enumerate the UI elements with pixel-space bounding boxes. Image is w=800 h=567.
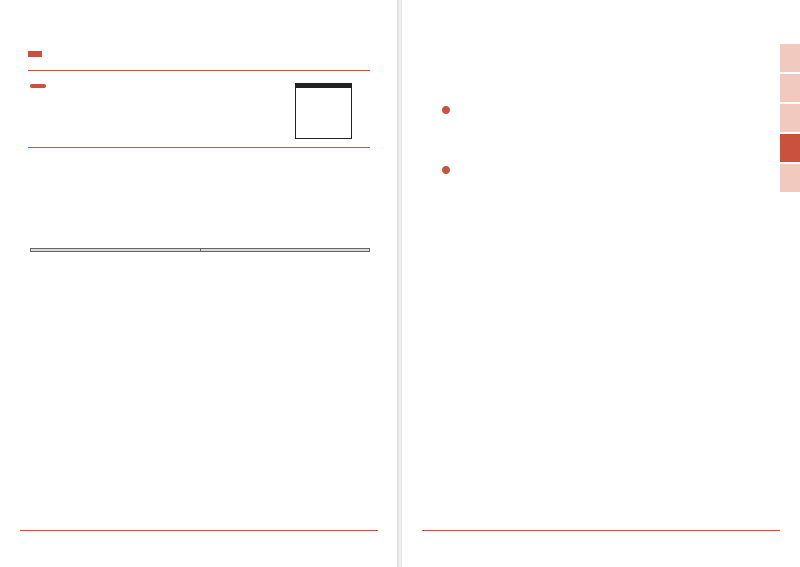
footer-rule (20, 530, 378, 531)
question-rule (28, 147, 370, 148)
question-label (30, 84, 46, 88)
reference-badge (28, 51, 42, 57)
bullet-icon (442, 106, 450, 114)
left-page (0, 0, 398, 567)
side-tab-4[interactable] (780, 164, 800, 192)
header-rule (28, 70, 370, 71)
bullet-icon (442, 166, 450, 174)
table-header-year (31, 249, 201, 252)
exam-history-table (30, 248, 370, 252)
footer-rule (422, 530, 780, 531)
table-header-summary (200, 249, 370, 252)
rate-label (296, 84, 351, 88)
side-tab-2[interactable] (780, 104, 800, 132)
section-heading-process (442, 166, 454, 174)
right-page (402, 0, 800, 567)
occurrence-rate-box (295, 83, 352, 139)
section-header (28, 40, 370, 68)
side-tab-1[interactable] (780, 74, 800, 102)
side-tab-3[interactable] (780, 134, 800, 162)
side-tab-intro[interactable] (780, 44, 800, 72)
section-heading-focus (442, 106, 454, 114)
